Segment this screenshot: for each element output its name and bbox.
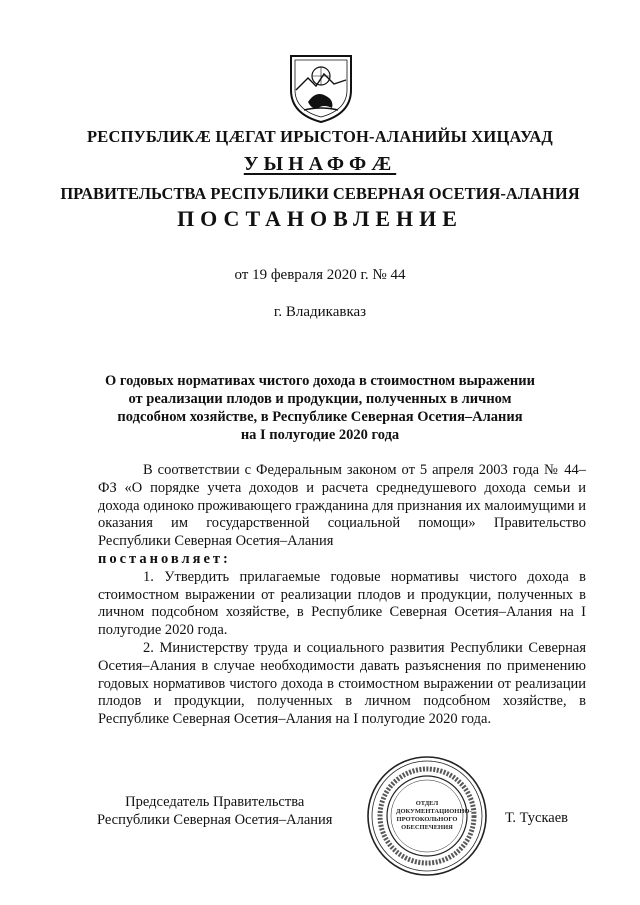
header-line-russian: ПРАВИТЕЛЬСТВА РЕСПУБЛИКИ СЕВЕРНАЯ ОСЕТИЯ-АЛАНИЯ bbox=[60, 184, 580, 203]
document-body bbox=[98, 462, 586, 729]
header-decree-russian: ПОСТАНОВЛЕНИЕ bbox=[177, 206, 463, 231]
header-line-ossetian: РЕСПУБЛИКÆ ЦÆГАТ ИРЫСТОН-АЛАНИЙЫ ХИЦАУАД bbox=[86, 127, 553, 146]
signatory-position-line: Председатель Правительства bbox=[125, 794, 305, 810]
title-line: О годовых нормативах чистого дохода в стоимостном выражении bbox=[105, 373, 535, 389]
title-line: от реализации плодов и продукции, полученных в личном bbox=[128, 391, 512, 407]
item-2-paragraph: 2. Министерству труда и социального развития Республики Северная Осетия–Алания в случае необходимости давать разъяснения по применению годовых нормативов чистого дохода в стоимостном выражении от реализации плодов и продукции, полученных в личном подсобном хозяйстве, в Республике Северная Осетия–Алания на I полугодие 2020 года. bbox=[98, 639, 586, 728]
signatory-name: Т. Тускаев bbox=[505, 810, 569, 826]
coat-of-arms-emblem bbox=[286, 50, 356, 124]
document-city: г. Владикавказ bbox=[273, 304, 367, 320]
signatory-position bbox=[97, 793, 332, 829]
signatory-position-line: Республики Северная Осетия–Алания bbox=[97, 812, 333, 828]
intro-paragraph: В соответствии с Федеральным законом от 5 апреля 2003 года № 44–ФЗ «О порядке учета доходов и расчета среднедушевого дохода семьи и дохода одиноко проживающего гражданина для признания их малоимущими и оказания им государственной социальной помощи» Правительство Республики Северная Осетия–Алания bbox=[98, 462, 586, 550]
title-line: подсобном хозяйстве, в Республике Северная Осетия–Алания bbox=[117, 409, 523, 425]
decree-word-paragraph bbox=[98, 551, 586, 569]
title-line: на I полугодие 2020 года bbox=[240, 427, 400, 443]
header-decree-ossetian: УЫНАФФÆ bbox=[243, 153, 397, 175]
stamp-center-text: ОТДЕЛ ДОКУМЕНТАЦИОННО-ПРОТОКОЛЬНОГО ОБЕСПЕЧЕНИЯ bbox=[396, 800, 472, 831]
item-1-paragraph: 1. Утвердить прилагаемые годовые нормативы чистого дохода в стоимостном выражении от реализации плодов и продукции, полученных в личном подсобном хозяйстве, в Республике Северная Осетия–Алания на I полугодие 2020 года. bbox=[98, 568, 586, 639]
decree-word: постановляет: bbox=[98, 550, 231, 567]
document-title bbox=[100, 372, 540, 444]
document-date: от 19 февраля 2020 г. № 44 bbox=[234, 267, 406, 283]
